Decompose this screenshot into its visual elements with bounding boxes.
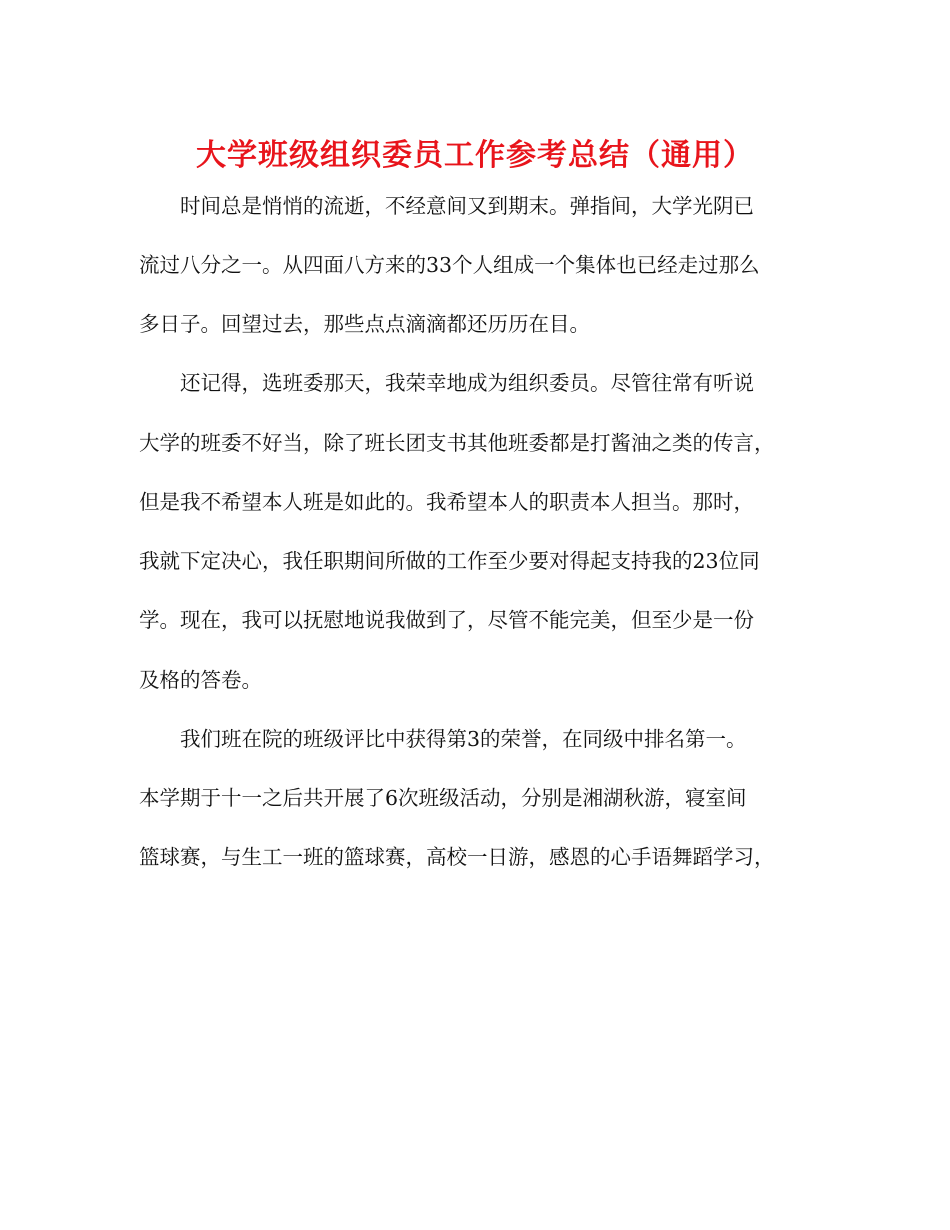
paragraph-3-line-3: 篮球赛，与生工一班的篮球赛，高校一日游，感恩的心手语舞蹈学习， — [139, 845, 775, 869]
paragraph-1-line-3: 多日子。回望过去，那些点点滴滴都还历历在目。 — [139, 312, 590, 336]
document-title: 大学班级组织委员工作参考总结（通用） — [196, 138, 754, 173]
paragraph-2-line-6: 及格的答卷。 — [139, 668, 262, 692]
paragraph-2-line-1: 还记得，选班委那天，我荣幸地成为组织委员。尽管往常有听说 — [180, 371, 754, 395]
paragraph-2-line-2: 大学的班委不好当，除了班长团支书其他班委都是打酱油之类的传言， — [139, 431, 775, 455]
paragraph-3-line-1: 我们班在院的班级评比中获得第3的荣誉，在同级中排名第一。 — [180, 727, 747, 751]
paragraph-2-line-3: 但是我不希望本人班是如此的。我希望本人的职责本人担当。那时， — [139, 490, 754, 514]
paragraph-3-line-2: 本学期于十一之后共开展了6次班级活动，分别是湘湖秋游，寝室间 — [139, 786, 747, 810]
paragraph-1-line-1: 时间总是悄悄的流逝，不经意间又到期末。弹指间，大学光阴已 — [180, 194, 754, 218]
paragraph-1-line-2: 流过八分之一。从四面八方来的33个人组成一个集体也已经走过那么 — [139, 253, 760, 277]
paragraph-2-line-5: 学。现在，我可以抚慰地说我做到了，尽管不能完美，但至少是一份 — [139, 608, 754, 632]
paragraph-2-line-4: 我就下定决心，我任职期间所做的工作至少要对得起支持我的23位同 — [139, 549, 760, 573]
